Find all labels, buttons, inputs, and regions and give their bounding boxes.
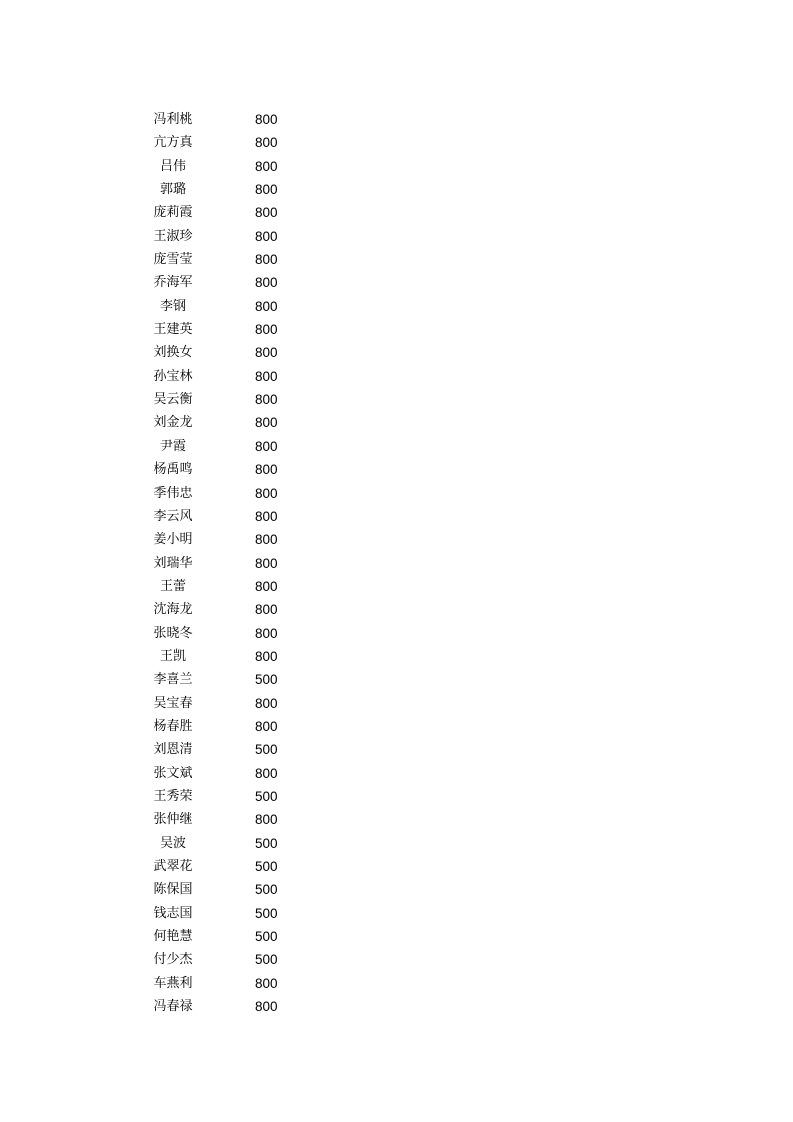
person-name-cell: 姜小明	[153, 532, 193, 548]
amount-cell: 800	[255, 368, 278, 384]
amount-cell: 800	[255, 602, 278, 618]
amount-cell: 800	[255, 345, 278, 361]
table-row	[0, 925, 793, 948]
amount-cell: 500	[255, 788, 278, 804]
table-row	[0, 411, 793, 434]
person-name-cell: 王建英	[153, 322, 193, 338]
table-row	[0, 155, 793, 178]
person-name-cell: 李喜兰	[153, 672, 193, 688]
amount-cell: 800	[255, 298, 278, 314]
person-name-cell: 刘金龙	[153, 415, 193, 431]
table-row	[0, 832, 793, 855]
person-name-cell: 冯春禄	[153, 999, 193, 1015]
person-name-cell: 孙宝林	[153, 368, 193, 384]
table-row	[0, 738, 793, 761]
amount-cell: 800	[255, 555, 278, 571]
amount-cell: 800	[255, 812, 278, 828]
table-row	[0, 552, 793, 575]
amount-cell: 800	[255, 648, 278, 664]
amount-cell: 500	[255, 835, 278, 851]
amount-cell: 800	[255, 765, 278, 781]
person-name-cell: 吕伟	[159, 158, 186, 174]
amount-cell: 800	[255, 625, 278, 641]
table-row	[0, 785, 793, 808]
amount-cell: 500	[255, 882, 278, 898]
table-row	[0, 505, 793, 528]
table-row	[0, 808, 793, 831]
person-name-cell: 杨春胜	[153, 718, 193, 734]
amount-cell: 800	[255, 182, 278, 198]
person-name-cell: 亢方真	[153, 135, 193, 151]
table-row	[0, 458, 793, 481]
amount-cell: 800	[255, 322, 278, 338]
person-name-cell: 刘恩清	[153, 742, 193, 758]
person-name-cell: 钱志国	[153, 905, 193, 921]
person-name-cell: 李云风	[153, 508, 193, 524]
amount-cell: 800	[255, 392, 278, 408]
table-row	[0, 108, 793, 131]
table-row	[0, 715, 793, 738]
person-name-cell: 沈海龙	[153, 602, 193, 618]
person-name-cell: 刘换女	[153, 345, 193, 361]
amount-cell: 800	[255, 975, 278, 991]
amount-cell: 800	[255, 718, 278, 734]
person-name-cell: 尹霞	[159, 438, 186, 454]
amount-cell: 800	[255, 508, 278, 524]
amount-cell: 500	[255, 742, 278, 758]
person-name-cell: 张文斌	[153, 765, 193, 781]
data-sheet	[0, 108, 793, 1018]
person-name-cell: 冯利桃	[153, 112, 193, 127]
amount-cell: 800	[255, 485, 278, 501]
table-row	[0, 855, 793, 878]
table-row	[0, 201, 793, 224]
table-row	[0, 692, 793, 715]
amount-cell: 800	[255, 415, 278, 431]
person-name-cell: 刘瑞华	[153, 555, 193, 571]
table-row	[0, 131, 793, 154]
table-row	[0, 435, 793, 458]
table-row	[0, 575, 793, 598]
table-row	[0, 225, 793, 248]
table-row	[0, 178, 793, 201]
amount-cell: 800	[255, 158, 278, 174]
amount-cell: 500	[255, 929, 278, 945]
table-row	[0, 248, 793, 271]
person-name-cell: 王凯	[159, 648, 186, 664]
person-name-cell: 庞莉霞	[153, 205, 193, 221]
person-name-cell: 武翠花	[153, 859, 193, 874]
table-row	[0, 902, 793, 925]
person-name-cell: 张晓冬	[153, 625, 193, 641]
table-row	[0, 878, 793, 901]
table-row	[0, 645, 793, 668]
amount-cell: 500	[255, 952, 278, 968]
amount-cell: 800	[255, 578, 278, 594]
person-name-cell: 王淑珍	[153, 228, 193, 244]
amount-cell: 500	[255, 672, 278, 688]
person-name-cell: 庞雪莹	[153, 252, 193, 268]
table-row	[0, 341, 793, 364]
table-row	[0, 948, 793, 971]
amount-cell: 800	[255, 695, 278, 711]
table-row	[0, 762, 793, 785]
person-name-cell: 吴波	[159, 835, 186, 851]
amount-cell: 800	[255, 999, 278, 1015]
table-row	[0, 365, 793, 388]
person-name-cell: 李钢	[159, 298, 186, 314]
person-name-cell: 陈保国	[153, 882, 193, 898]
person-name-cell: 杨禹鸣	[153, 462, 193, 478]
person-name-cell: 季伟忠	[153, 485, 193, 501]
table-row	[0, 528, 793, 551]
table-row	[0, 995, 793, 1018]
amount-cell: 800	[255, 252, 278, 268]
person-name-cell: 何艳慧	[153, 929, 193, 945]
amount-cell: 800	[255, 205, 278, 221]
table-row	[0, 622, 793, 645]
amount-cell: 800	[255, 228, 278, 244]
table-row	[0, 388, 793, 411]
person-name-cell: 张仲继	[153, 812, 193, 828]
amount-cell: 800	[255, 112, 278, 127]
amount-cell: 800	[255, 532, 278, 548]
person-name-cell: 郭璐	[159, 182, 186, 198]
person-name-cell: 吴云衡	[153, 392, 193, 408]
amount-cell: 800	[255, 275, 278, 291]
table-row	[0, 271, 793, 294]
amount-cell: 500	[255, 905, 278, 921]
table-row	[0, 598, 793, 621]
amount-cell: 800	[255, 135, 278, 151]
amount-cell: 800	[255, 438, 278, 454]
person-name-cell: 王秀荣	[153, 788, 193, 804]
table-row	[0, 668, 793, 691]
table-row	[0, 318, 793, 341]
person-name-cell: 吴宝春	[153, 695, 193, 711]
person-name-cell: 乔海军	[153, 275, 193, 291]
person-name-cell: 车燕利	[153, 975, 193, 991]
amount-cell: 800	[255, 462, 278, 478]
person-name-cell: 付少杰	[153, 952, 193, 968]
table-row	[0, 295, 793, 318]
table-row	[0, 972, 793, 995]
table-row	[0, 482, 793, 505]
person-name-cell: 王蕾	[159, 578, 186, 594]
amount-cell: 500	[255, 859, 278, 874]
